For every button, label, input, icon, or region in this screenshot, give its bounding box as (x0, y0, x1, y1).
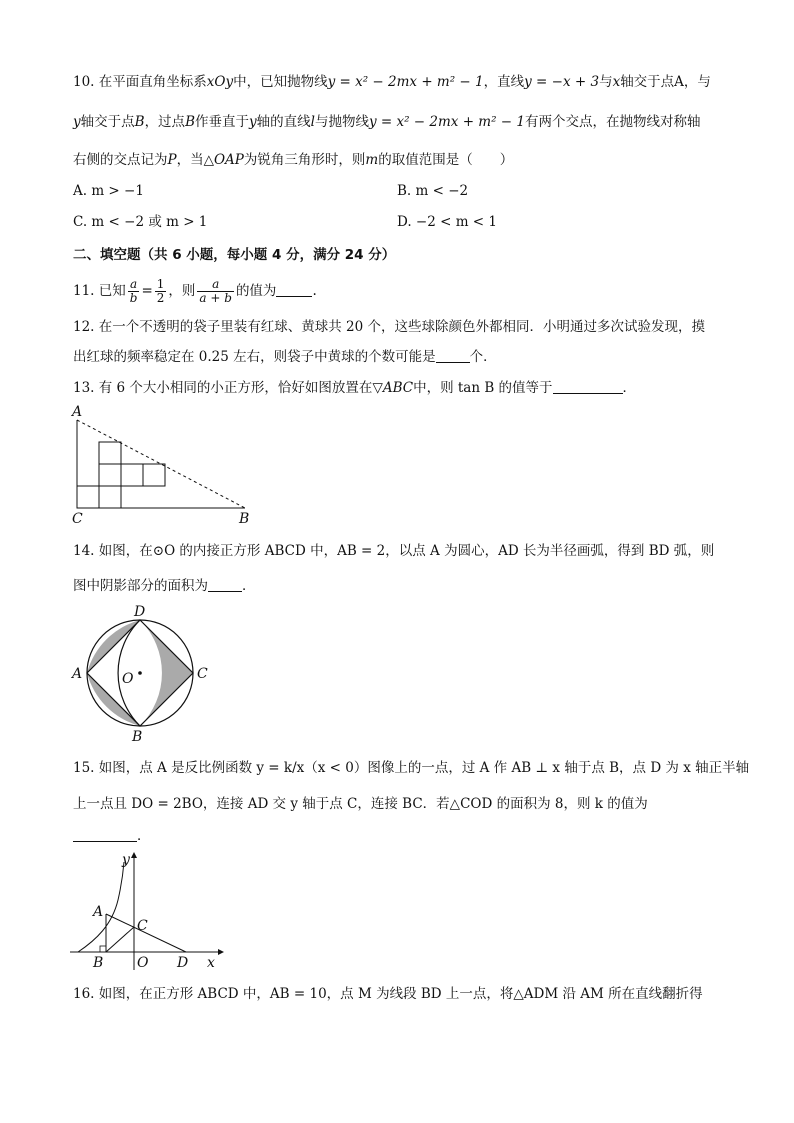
label-a: A (72, 666, 83, 682)
q13-line (73, 378, 636, 398)
q10-option-c: C. m < −2 或 m > 1 (73, 214, 208, 230)
text: ，则 (168, 283, 196, 299)
math: ▽ABC (372, 380, 414, 396)
denominator: 2 (156, 291, 165, 305)
square (121, 464, 143, 486)
label-b: B (93, 955, 104, 971)
text: ，当△ (176, 152, 214, 168)
math: P (167, 152, 177, 168)
q10-option-d: D. −2 < m < 1 (397, 214, 498, 230)
numerator: a (128, 278, 140, 292)
square (143, 464, 165, 486)
q14-line-2 (73, 576, 256, 596)
text: ，过点 (144, 114, 186, 130)
text: ． (622, 380, 637, 396)
numerator: 1 (156, 277, 165, 291)
text: . (312, 283, 317, 299)
y-arrow (131, 852, 137, 858)
text: 的取值范围是（ ） (378, 152, 514, 168)
label-o: O (137, 955, 149, 971)
math: B (134, 114, 145, 130)
text: 轴交于点 (80, 114, 135, 130)
label-x: x (207, 955, 215, 971)
q15-line-1: 15. 如图，点 A 是反比例函数 y = k/x（x < 0）图像上的一点，过 A 作 AB ⊥ x 轴于点 B，点 D 为 x 轴正半轴 (73, 760, 750, 776)
q15-line-3 (73, 826, 151, 846)
math: y = x² − 2mx + m² − 1 (327, 74, 484, 90)
label-d: D (177, 955, 189, 971)
section-heading: 二、填空题（共 6 小题，每小题 4 分，满分 24 分） (73, 247, 396, 263)
text: 右侧的交点记为 (73, 152, 168, 168)
answer-blank[interactable] (436, 348, 470, 363)
denominator: b (129, 291, 138, 305)
x-arrow (218, 949, 224, 955)
label-a: A (72, 404, 83, 420)
label-y: y (122, 852, 130, 868)
label-o: O (122, 671, 134, 687)
fraction-a-b (128, 278, 140, 305)
math: y (73, 114, 81, 130)
segment-bc (106, 927, 134, 952)
text: ，直线 (483, 74, 525, 90)
math: y = x² − 2mx + m² − 1 (368, 114, 525, 130)
math: y (248, 114, 257, 130)
center-dot (138, 671, 142, 675)
shaded-region (140, 620, 193, 726)
q12-line-2 (73, 347, 497, 367)
label-d: D (134, 604, 146, 620)
text: 11. 已知 (73, 283, 126, 299)
text: 轴的直线 (256, 114, 311, 130)
q15-line-2: 上一点且 DO = 2BO，连接 AD 交 y 轴于点 C，连接 BC．若△COD 的面积为 8，则 k 的值为 (73, 796, 648, 812)
math: OAP (213, 152, 244, 168)
text: 有两个交点，在抛物线对称轴 (525, 114, 701, 130)
q10-option-a: A. m > −1 (73, 183, 144, 199)
q11-line (73, 276, 317, 306)
text: 13. 有 6 个大小相同的小正方形，恰好如图放置在 (73, 380, 373, 396)
q10-option-b: B. m < −2 (397, 183, 469, 199)
q16-line-1: 16. 如图，在正方形 ABCD 中，AB = 10，点 M 为线段 BD 上一点，将△ADM 沿 AM 所在直线翻折得 (73, 986, 703, 1002)
square (99, 486, 121, 508)
text: ． (242, 578, 256, 594)
math: B (185, 114, 195, 130)
text: 作垂直于 (194, 114, 249, 130)
right-angle-mark (100, 946, 106, 952)
text: 10. 在平面直角坐标系 (73, 74, 207, 90)
q14-figure (66, 600, 216, 748)
text: 个． (469, 349, 497, 365)
text: 与抛物线 (314, 114, 369, 130)
text: 轴交于点A，与 (620, 74, 711, 90)
answer-blank[interactable] (208, 577, 242, 592)
text: = (141, 283, 153, 299)
text: 的值为 (235, 283, 277, 299)
q10-line-3 (73, 150, 513, 170)
fraction-half (155, 278, 167, 305)
text: 图中阴影部分的面积为 (73, 578, 208, 594)
q15-figure (66, 850, 226, 975)
q10-line-2 (73, 112, 701, 132)
text: ． (137, 828, 151, 844)
q10-line-1 (73, 72, 711, 92)
answer-blank[interactable] (276, 282, 312, 297)
fraction-a-over-a-plus-b (197, 278, 234, 305)
q14-line-1: 14. 如图，在⊙O 的内接正方形 ABCD 中，AB = 2，以点 A 为圆心，AD 长为半径画弧，得到 BD 弧，则 (73, 543, 715, 559)
label-a: A (93, 904, 104, 920)
label-b: B (132, 729, 143, 745)
square (99, 442, 121, 464)
small-squares (77, 442, 165, 508)
label-c: C (72, 511, 83, 527)
math: y = −x + 3 (524, 74, 600, 90)
numerator: a (197, 278, 234, 292)
answer-blank[interactable] (73, 827, 137, 842)
math: xOy (206, 74, 234, 90)
q12-line-1: 12. 在一个不透明的袋子里装有红球、黄球共 20 个，这些球除颜色外都相同．小明通过多次试验发现，摸 (73, 319, 706, 335)
label-b: B (239, 511, 250, 527)
math: m (365, 152, 379, 168)
denominator: a + b (199, 291, 232, 305)
text: 出红球的频率稳定在 0.25 左右，则袋子中黄球的个数可能是 (73, 349, 436, 365)
answer-blank[interactable] (553, 379, 623, 394)
text: 与 (599, 74, 613, 90)
label-c: C (137, 918, 148, 934)
q13-figure (66, 402, 266, 527)
label-c: C (197, 666, 208, 682)
text: 为锐角三角形时，则 (243, 152, 366, 168)
text: 中，则 tan B 的值等于 (413, 380, 553, 396)
square (77, 486, 99, 508)
math: x (612, 74, 621, 90)
text: 中，已知抛物线 (233, 74, 328, 90)
square (99, 464, 121, 486)
math: l (310, 114, 315, 130)
